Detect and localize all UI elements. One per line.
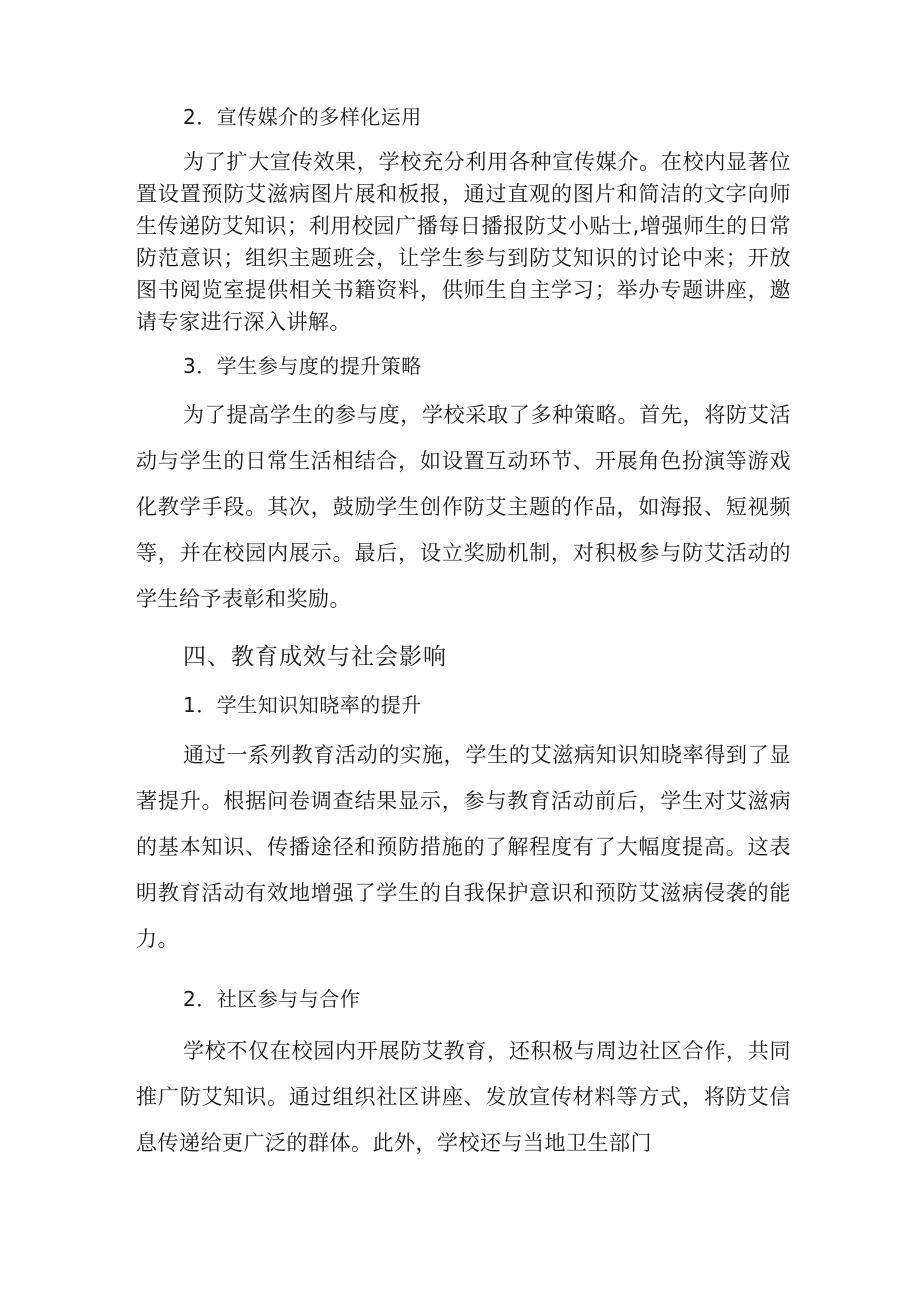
subsection-heading-media: 2．宣传媒介的多样化运用 (183, 105, 422, 129)
paragraph-participation-strategy: 为了提高学生的参与度，学校采取了多种策略。首先，将防艾活动与学生的日常生活相结合，如设置互动环节、开展角色扮演等游戏化教学手段。其次，鼓励学生创作防艾主题的作品，如海报、短视频等，并在校园内展示。最后，设立奖励机制，对积极参与防艾活动的学生给予表彰和奖励。 (136, 403, 791, 611)
subsection-heading-community: 2．社区参与与合作 (183, 987, 361, 1011)
section-title-outcomes: 四、教育成效与社会影响 (183, 644, 447, 670)
paragraph-media-usage: 为了扩大宣传效果，学校充分利用各种宣传媒介。在校内显著位置设置预防艾滋病图片展和板报，通过直观的图片和简洁的文字向师生传递防艾知识；利用校园广播每日播报防艾小贴士,增强师生的日常防范意识；组织主题班会，让学生参与到防艾知识的讨论中来；开放图书阅览室提供相关书籍资料，供师生自主学习；举办专题讲座，邀请专家进行深入讲解。 (136, 150, 791, 334)
paragraph-community-cooperation: 学校不仅在校园内开展防艾教育，还积极与周边社区合作，共同推广防艾知识。通过组织社区讲座、发放宣传材料等方式，将防艾信息传递给更广泛的群体。此外，学校还与当地卫生部门 (136, 1039, 791, 1155)
subsection-heading-participation: 3．学生参与度的提升策略 (183, 354, 422, 378)
subsection-heading-knowledge: 1．学生知识知晓率的提升 (183, 693, 422, 717)
paragraph-knowledge-improvement: 通过一系列教育活动的实施，学生的艾滋病知识知晓率得到了显著提升。根据问卷调查结果显示，参与教育活动前后，学生对艾滋病的基本知识、传播途径和预防措施的了解程度有了大幅度提高。这表明教育活动有效地增强了学生的自我保护意识和预防艾滋病侵袭的能力。 (136, 743, 791, 951)
